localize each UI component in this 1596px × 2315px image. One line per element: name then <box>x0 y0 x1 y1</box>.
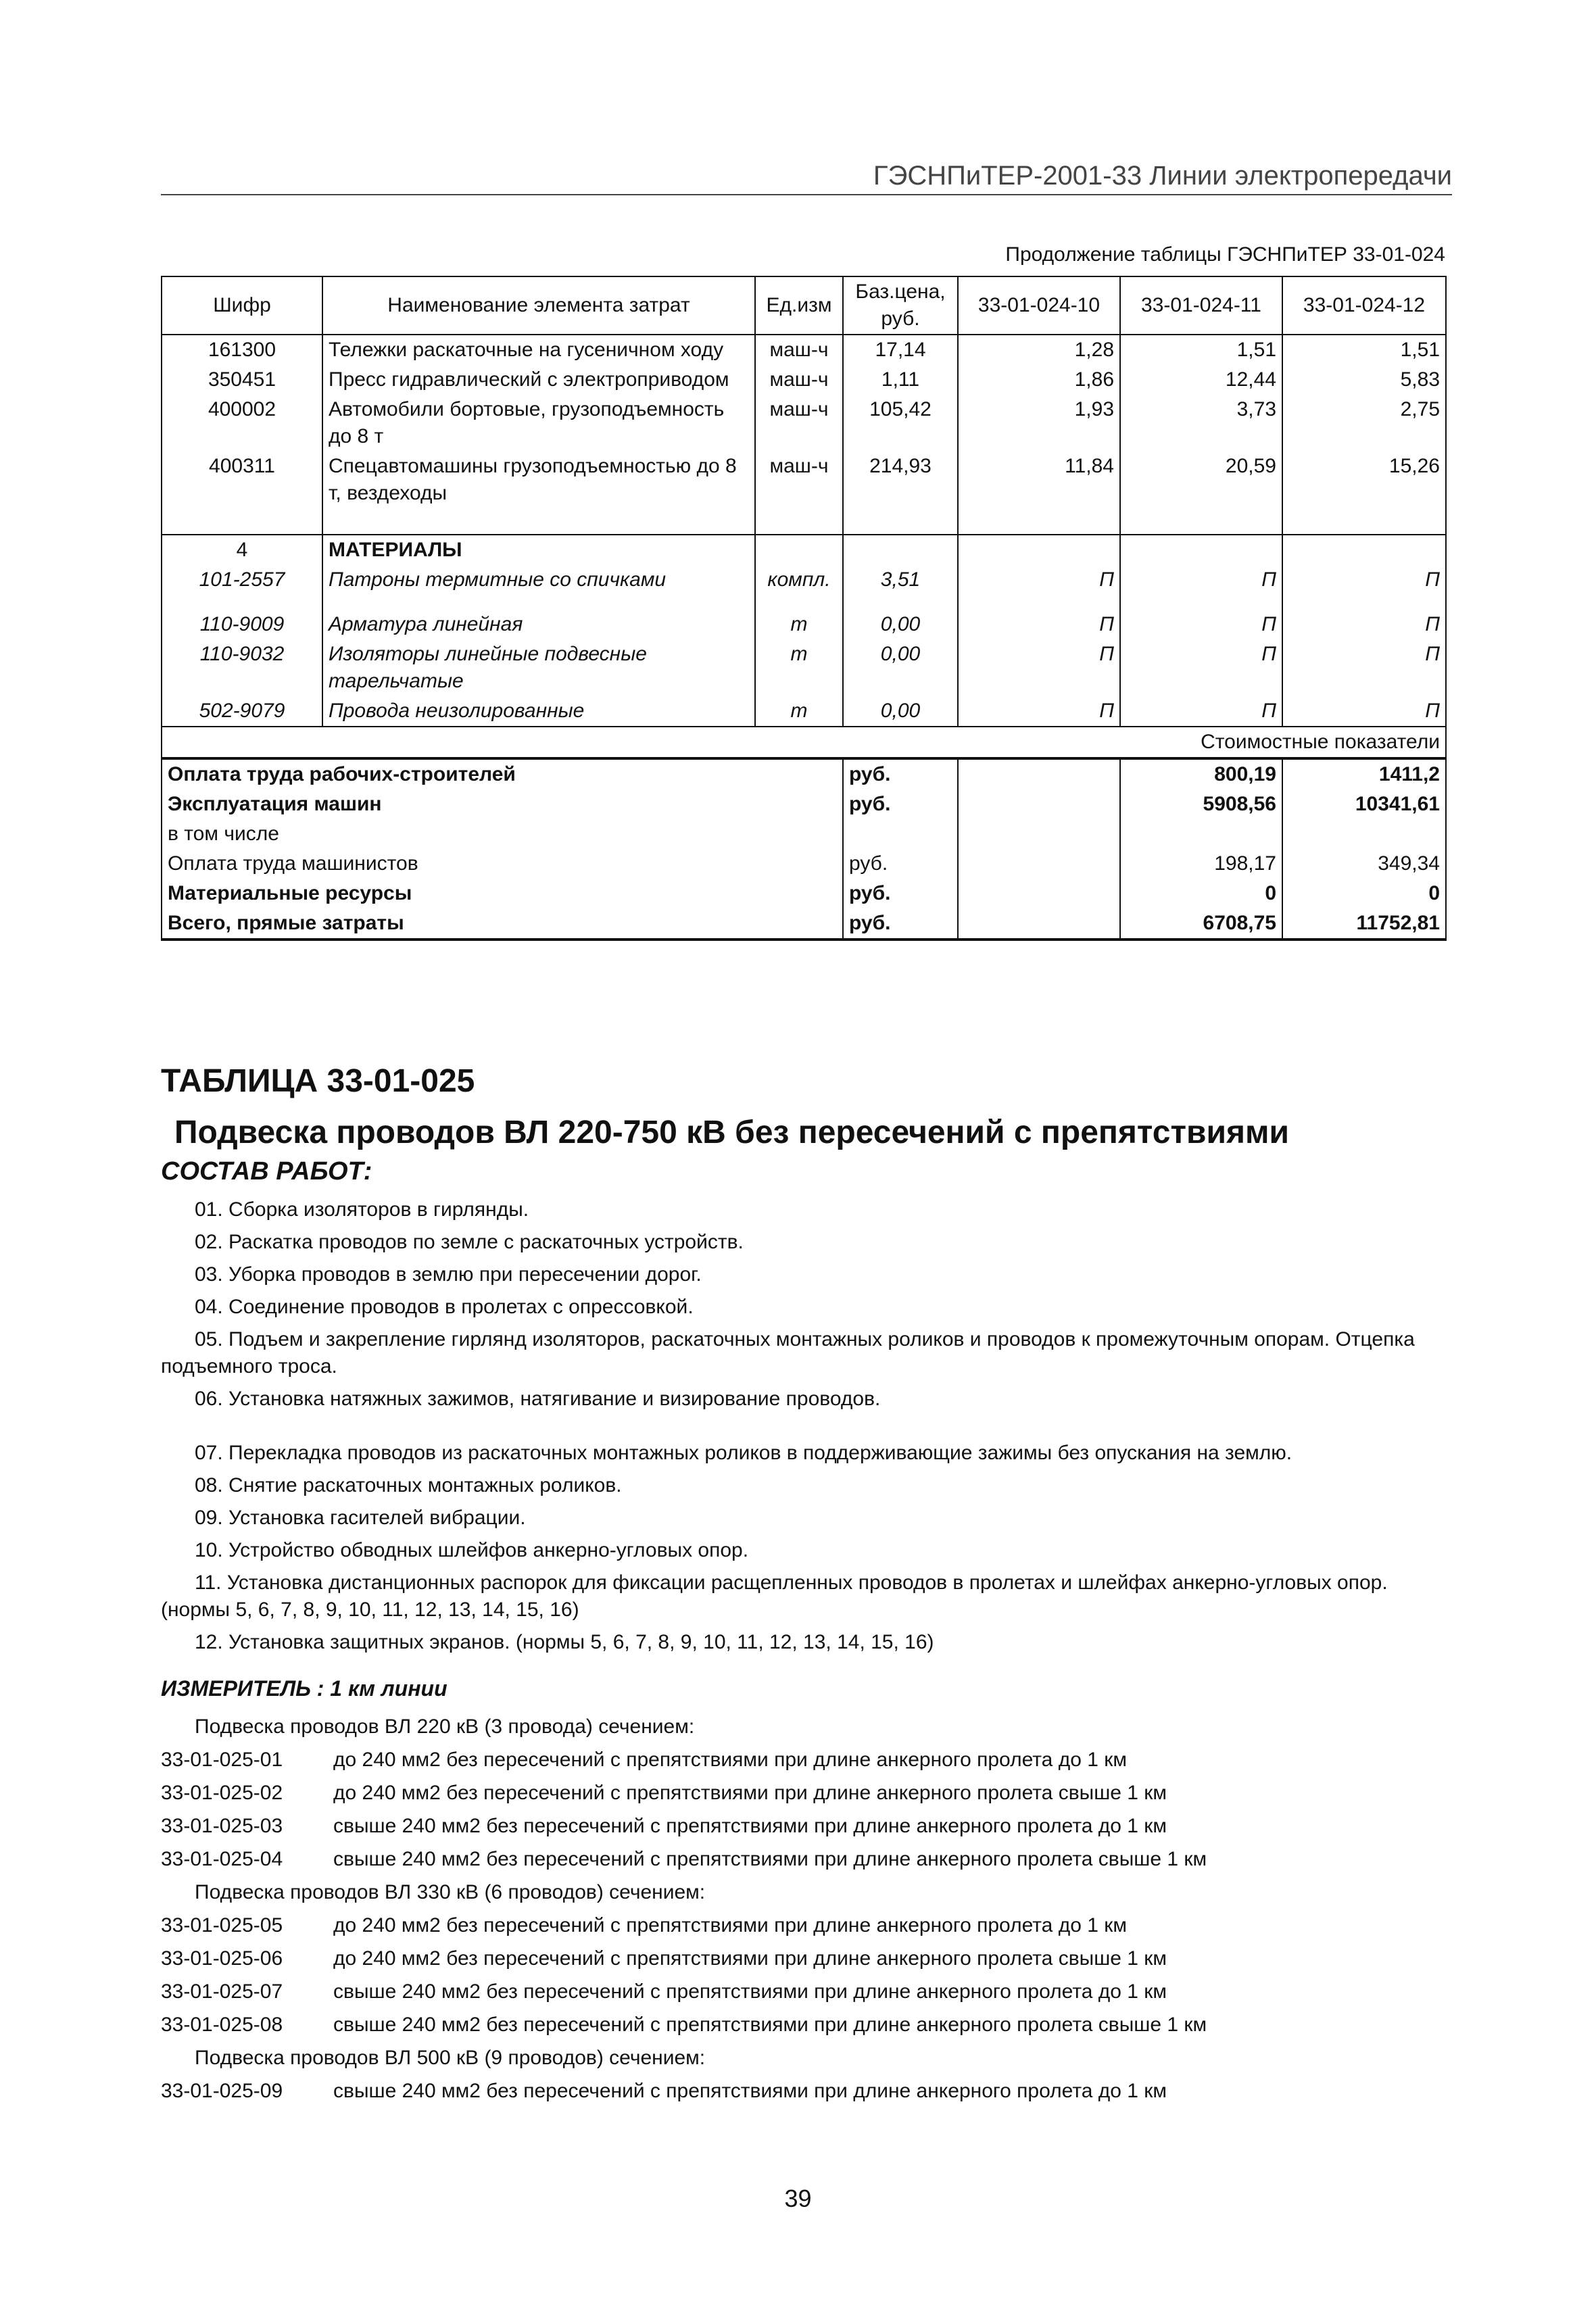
norm-row <box>161 1809 1445 1843</box>
column-header: Наименование элемента затрат <box>322 276 755 335</box>
name-cell: Автомобили бортовые, грузоподъемность до 8 т <box>322 395 755 452</box>
norm-code: 33-01-025-06 <box>161 1947 283 1970</box>
summary-row <box>162 789 1446 819</box>
summary-unit: руб. <box>843 758 958 789</box>
value-cell: П <box>958 565 1120 610</box>
summary-row <box>162 849 1446 879</box>
summary-value: 10341,61 <box>1282 789 1446 819</box>
value-cell: 12,44 <box>1120 365 1282 395</box>
code-cell: 350451 <box>162 365 322 395</box>
work-item: 03. Уборка проводов в землю при пересечении дорог. <box>195 1263 702 1286</box>
page-number: 39 <box>784 2185 812 2212</box>
value-cell: 1,51 <box>1120 335 1282 365</box>
column-header: 33-01-024-11 <box>1120 276 1282 335</box>
value-cell: 5,83 <box>1282 365 1446 395</box>
summary-value: 11752,81 <box>1282 908 1446 940</box>
price-cell: 105,42 <box>843 395 958 452</box>
work-item: 09. Установка гасителей вибрации. <box>195 1507 526 1529</box>
value-cell: 2,75 <box>1282 395 1446 452</box>
table-row <box>162 565 1446 610</box>
value-cell: 1,51 <box>1282 335 1446 365</box>
norm-row <box>161 1743 1445 1776</box>
value-cell: П <box>958 696 1120 727</box>
norm-code: 33-01-025-04 <box>161 1848 283 1870</box>
summary-label: Оплата труда машинистов <box>162 849 843 879</box>
norm-row <box>161 2008 1445 2041</box>
price-cell: 3,51 <box>843 565 958 610</box>
materials-section-row <box>162 535 1446 565</box>
summary-label: Оплата труда рабочих-строителей <box>162 758 843 789</box>
name-cell: Изоляторы линейные подвесные тарельчатые <box>322 639 755 696</box>
norm-text: до 240 мм2 без пересечений с препятствиями при длине анкерного пролета до 1 км <box>333 1749 1127 1771</box>
price-cell: 0,00 <box>843 610 958 639</box>
summary-row <box>162 758 1446 789</box>
summary-unit: руб. <box>843 849 958 879</box>
meter-value: 1 км линии <box>330 1676 448 1701</box>
cost-table <box>161 276 1447 941</box>
norm-code: 33-01-025-09 <box>161 2080 283 2102</box>
summary-value: 0 <box>1120 879 1282 908</box>
work-list <box>161 1196 1445 1656</box>
summary-value: 800,19 <box>1120 758 1282 789</box>
work-item: 05. Подъем и закрепление гирлянд изоляторов, раскаточных монтажных роликов и проводов к промежуточным опорам. Отцепка подъемного троса. <box>161 1328 1415 1378</box>
price-cell: 1,11 <box>843 365 958 395</box>
norm-code: 33-01-025-01 <box>161 1749 283 1771</box>
work-item: 08. Снятие раскаточных монтажных роликов. <box>195 1474 622 1496</box>
section-code: 4 <box>162 535 322 565</box>
work-item: 04. Соединение проводов в пролетах с опрессовкой. <box>195 1296 694 1318</box>
table-row <box>162 696 1446 727</box>
value-cell: П <box>1282 565 1446 610</box>
work-item: 07. Перекладка проводов из раскаточных монтажных роликов в поддерживающие зажимы без опускания на землю. <box>195 1442 1292 1464</box>
code-cell: 400002 <box>162 395 322 452</box>
norm-text: до 240 мм2 без пересечений с препятствиями при длине анкерного пролета свыше 1 км <box>333 1782 1167 1804</box>
section-name: МАТЕРИАЛЫ <box>322 535 755 565</box>
value-cell: 11,84 <box>958 452 1120 535</box>
value-cell: П <box>958 610 1120 639</box>
summary-value: 6708,75 <box>1120 908 1282 940</box>
table-continuation-caption: Продолжение таблицы ГЭСНПиТЕР 33-01-024 <box>1005 243 1445 266</box>
value-cell: П <box>1282 639 1446 696</box>
summary-unit: руб. <box>843 789 958 819</box>
norm-text: свыше 240 мм2 без пересечений с препятствиями при длине анкерного пролета до 1 км <box>333 2080 1167 2102</box>
work-composition-label: СОСТАВ РАБОТ: <box>161 1157 372 1186</box>
table-row <box>162 335 1446 365</box>
summary-unit: руб. <box>843 908 958 940</box>
table-number: ТАБЛИЦА 33-01-025 <box>161 1063 475 1099</box>
cost-caption: Стоимостные показатели <box>162 727 1446 758</box>
summary-label: Всего, прямые затраты <box>162 908 843 940</box>
name-cell: Арматура линейная <box>322 610 755 639</box>
norm-row <box>161 1975 1445 2008</box>
running-header: ГЭСНПиТЕР-2001-33 Линии электропередачи <box>161 161 1452 195</box>
norm-text: свыше 240 мм2 без пересечений с препятствиями при длине анкерного пролета свыше 1 км <box>333 2014 1207 2036</box>
table-row <box>162 639 1446 696</box>
name-cell: Спецавтомашины грузоподъемностью до 8 т, вездеходы <box>322 452 755 535</box>
value-cell: 20,59 <box>1120 452 1282 535</box>
unit-cell: маш-ч <box>755 365 843 395</box>
work-item: 06. Установка натяжных зажимов, натягивание и визирование проводов. <box>195 1388 881 1410</box>
name-cell: Пресс гидравлический с электроприводом <box>322 365 755 395</box>
norm-text: до 240 мм2 без пересечений с препятствиями при длине анкерного пролета до 1 км <box>333 1914 1127 1936</box>
meter-label: ИЗМЕРИТЕЛЬ : <box>161 1676 324 1701</box>
column-header: Баз.цена, руб. <box>843 276 958 335</box>
code-cell: 101-2557 <box>162 565 322 610</box>
value-cell: П <box>1120 639 1282 696</box>
table-row <box>162 395 1446 452</box>
value-cell: 1,86 <box>958 365 1120 395</box>
value-cell: П <box>1282 610 1446 639</box>
column-header: 33-01-024-10 <box>958 276 1120 335</box>
price-cell: 0,00 <box>843 696 958 727</box>
cost-caption-row <box>162 727 1446 758</box>
norm-row <box>161 1843 1445 1876</box>
unit-cell: т <box>755 639 843 696</box>
unit-cell: компл. <box>755 565 843 610</box>
code-cell: 110-9009 <box>162 610 322 639</box>
column-header: Шифр <box>162 276 322 335</box>
summary-label: в том числе <box>162 819 843 849</box>
norm-row <box>161 1909 1445 1942</box>
table-header-row <box>162 276 1446 335</box>
name-cell: Патроны термитные со спичками <box>322 565 755 610</box>
value-cell: 1,93 <box>958 395 1120 452</box>
unit-cell: т <box>755 610 843 639</box>
norm-group-title: Подвеска проводов ВЛ 500 кВ (9 проводов) сечением: <box>195 2047 706 2069</box>
code-cell: 502-9079 <box>162 696 322 727</box>
norm-group-title: Подвеска проводов ВЛ 220 кВ (3 провода) сечением: <box>195 1715 695 1738</box>
summary-value: 1411,2 <box>1282 758 1446 789</box>
norm-code: 33-01-025-05 <box>161 1914 283 1936</box>
norm-text: свыше 240 мм2 без пересечений с препятствиями при длине анкерного пролета до 1 км <box>333 1815 1167 1837</box>
summary-row <box>162 908 1446 940</box>
price-cell: 0,00 <box>843 639 958 696</box>
norm-group-title: Подвеска проводов ВЛ 330 кВ (6 проводов) сечением: <box>195 1881 706 1903</box>
work-item: 12. Установка защитных экранов. (нормы 5, 6, 7, 8, 9, 10, 11, 12, 13, 14, 15, 16) <box>195 1631 934 1653</box>
table-title: Подвеска проводов ВЛ 220-750 кВ без пересечений с препятствиями <box>174 1115 1290 1150</box>
work-item: 02. Раскатка проводов по земле с раскаточных устройств. <box>195 1231 744 1253</box>
column-header: Ед.изм <box>755 276 843 335</box>
norm-text: свыше 240 мм2 без пересечений с препятствиями при длине анкерного пролета свыше 1 км <box>333 1848 1207 1870</box>
work-item: 10. Устройство обводных шлейфов анкерно-угловых опор. <box>195 1539 749 1561</box>
name-cell: Тележки раскаточные на гусеничном ходу <box>322 335 755 365</box>
value-cell: 1,28 <box>958 335 1120 365</box>
summary-value: 349,34 <box>1282 849 1446 879</box>
name-cell: Провода неизолированные <box>322 696 755 727</box>
value-cell: П <box>1120 610 1282 639</box>
norm-list <box>161 1710 1445 2107</box>
norm-code: 33-01-025-07 <box>161 1980 283 2003</box>
norm-code: 33-01-025-08 <box>161 2014 283 2036</box>
summary-unit: руб. <box>843 879 958 908</box>
norm-row <box>161 2074 1445 2107</box>
value-cell: П <box>958 639 1120 696</box>
table-row <box>162 610 1446 639</box>
norm-text: свыше 240 мм2 без пересечений с препятствиями при длине анкерного пролета до 1 км <box>333 1980 1167 2003</box>
summary-label: Эксплуатация машин <box>162 789 843 819</box>
value-cell: П <box>1120 565 1282 610</box>
column-header: 33-01-024-12 <box>1282 276 1446 335</box>
price-cell: 17,14 <box>843 335 958 365</box>
unit-cell: маш-ч <box>755 395 843 452</box>
norm-code: 33-01-025-03 <box>161 1815 283 1837</box>
summary-row <box>162 819 1446 849</box>
value-cell: П <box>1120 696 1282 727</box>
summary-row <box>162 879 1446 908</box>
code-cell: 400311 <box>162 452 322 535</box>
summary-value: 5908,56 <box>1120 789 1282 819</box>
norm-row <box>161 1942 1445 1975</box>
price-cell: 214,93 <box>843 452 958 535</box>
unit-cell: маш-ч <box>755 452 843 535</box>
value-cell: 15,26 <box>1282 452 1446 535</box>
norm-code: 33-01-025-02 <box>161 1782 283 1804</box>
norm-text: до 240 мм2 без пересечений с препятствиями при длине анкерного пролета свыше 1 км <box>333 1947 1167 1970</box>
table-row <box>162 452 1446 535</box>
value-cell: 3,73 <box>1120 395 1282 452</box>
unit-cell: маш-ч <box>755 335 843 365</box>
summary-value: 0 <box>1282 879 1446 908</box>
unit-cell: т <box>755 696 843 727</box>
summary-value: 198,17 <box>1120 849 1282 879</box>
work-item: 11. Установка дистанционных распорок для фиксации расщепленных проводов в пролетах и шлейфах анкерно-угловых опор. (нормы 5, 6, 7, 8, 9, 10, 11, 12, 13, 14, 15, 16) <box>161 1571 1388 1621</box>
meter-line <box>161 1676 448 1701</box>
work-item: 01. Сборка изоляторов в гирлянды. <box>195 1198 529 1221</box>
summary-label: Материальные ресурсы <box>162 879 843 908</box>
code-cell: 161300 <box>162 335 322 365</box>
value-cell: П <box>1282 696 1446 727</box>
norm-row <box>161 1776 1445 1809</box>
code-cell: 110-9032 <box>162 639 322 696</box>
table-row <box>162 365 1446 395</box>
